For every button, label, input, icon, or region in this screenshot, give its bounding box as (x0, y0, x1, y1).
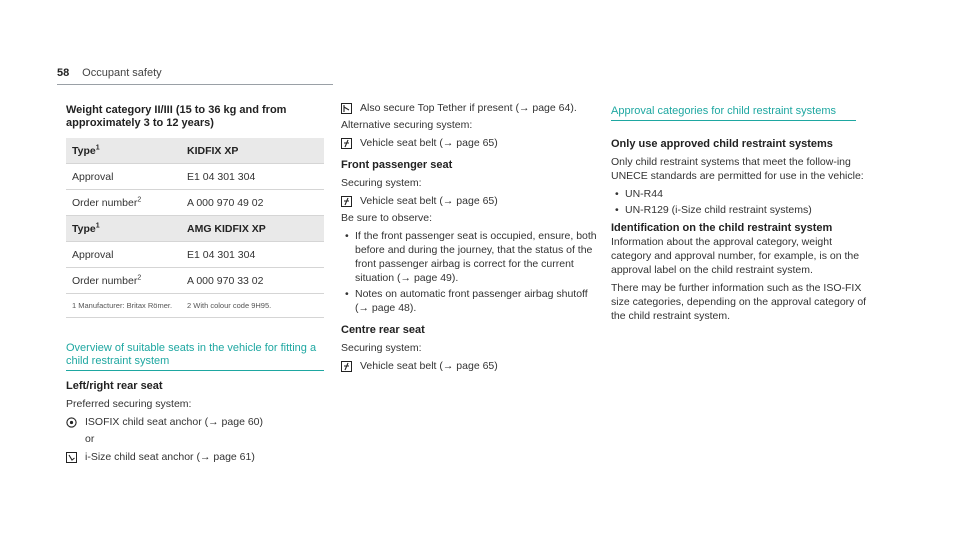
approval-value: E1 04 301 304 (181, 242, 324, 268)
table-row (66, 164, 324, 190)
list-item: • UN-R44 (611, 187, 873, 201)
order-value: A 000 970 33 02 (181, 268, 324, 294)
seat-belt-line (341, 359, 601, 373)
kidfix-xp-table (66, 138, 324, 318)
preferred-securing-text: Preferred securing system: (66, 398, 192, 410)
table-row (66, 268, 324, 294)
overview-heading: Overview of suitable seats in the vehicle for fitting a child restraint system (66, 342, 324, 371)
or-text: or (85, 433, 95, 445)
only-use-approved-heading: Only use approved child restraint systems (611, 138, 833, 150)
isize-line (66, 450, 324, 464)
type-label: Type (72, 144, 96, 157)
identification-text: Information about the approval category, weight category and approval number, for example, is on the approval label on the child restraint system. (611, 236, 860, 276)
type-label: Type (72, 222, 96, 235)
footnote-ref: 2 (137, 274, 142, 281)
top-tether-icon (341, 103, 352, 114)
securing-system-text: Securing system: (341, 342, 422, 354)
page-number: 58 (57, 67, 70, 79)
order-label: Order number (72, 196, 138, 209)
front-passenger-seat-heading: Front passenger seat (341, 159, 453, 171)
seat-belt-text[interactable]: Vehicle seat belt (→ page 65) (360, 360, 498, 372)
table-footnotes (66, 294, 324, 318)
isofix-icon (66, 417, 77, 428)
left-right-rear-seat-heading: Left/right rear seat (66, 380, 163, 392)
seat-belt-icon (341, 361, 352, 372)
table-row (66, 138, 324, 164)
approval-label: Approval (66, 164, 181, 190)
footnote-1: 1 Manufacturer: Britax Römer. (66, 294, 181, 318)
list-item[interactable]: • Notes on automatic front passenger airbag shutoff (→ page 48). (341, 287, 601, 315)
observe-list (341, 229, 601, 315)
approval-categories-heading: Approval categories for child restraint systems (611, 105, 856, 121)
header-divider (57, 84, 333, 85)
only-use-text: Only child restraint systems that meet the follow-ing UNECE standards are permitted for use in the vehicle: (611, 156, 864, 182)
order-label-cell (66, 190, 181, 216)
isize-icon (66, 452, 77, 463)
column-right (611, 104, 873, 327)
further-info-text: There may be further information such as the ISO-FIX size categories, depending on the approval category of the child restraint system. (611, 282, 867, 322)
type-value: AMG KIDFIX XP (181, 216, 324, 242)
list-item: • UN-R129 (i-Size child restraint systems) (611, 203, 873, 217)
seat-belt-text[interactable]: Vehicle seat belt (→ page 65) (360, 195, 498, 207)
isofix-line (66, 415, 324, 429)
seat-belt-line (341, 136, 601, 150)
identification-heading: Identification on the child restraint system (611, 222, 833, 234)
column-left (66, 104, 324, 467)
type-label-cell (66, 138, 181, 164)
table-row (66, 190, 324, 216)
approval-value: E1 04 301 304 (181, 164, 324, 190)
seat-belt-text[interactable]: Vehicle seat belt (→ page 65) (360, 137, 498, 149)
standards-list (611, 187, 873, 217)
column-middle (341, 104, 601, 376)
section-title: Occupant safety (82, 67, 162, 79)
table-row (66, 242, 324, 268)
footnote-ref: 1 (95, 222, 100, 229)
centre-rear-seat-heading: Centre rear seat (341, 324, 425, 336)
weight-category-heading: Weight category II/III (15 to 36 kg and from approximately 3 to 12 years) (66, 104, 287, 129)
securing-system-text: Securing system: (341, 177, 422, 189)
isize-text[interactable]: i-Size child seat anchor (→ page 61) (85, 451, 255, 463)
table-row (66, 216, 324, 242)
type-value: KIDFIX XP (181, 138, 324, 164)
footnote-ref: 2 (137, 196, 142, 203)
seat-belt-icon (341, 138, 352, 149)
top-tether-line (341, 101, 601, 115)
top-tether-text[interactable]: Also secure Top Tether if present (→ page 64). (360, 102, 577, 114)
order-label-cell (66, 268, 181, 294)
order-value: A 000 970 49 02 (181, 190, 324, 216)
seat-belt-line (341, 194, 601, 208)
footnote-ref: 1 (95, 144, 100, 151)
observe-text: Be sure to observe: (341, 212, 433, 224)
page-header (57, 66, 337, 80)
seat-belt-icon (341, 196, 352, 207)
list-item[interactable]: • If the front passenger seat is occupied, ensure, both before and during the journey, that the status of the front passenger airbag is correct for the current situation (→ page 49). (341, 229, 601, 285)
approval-label: Approval (66, 242, 181, 268)
order-label: Order number (72, 274, 138, 287)
alternative-securing-text: Alternative securing system: (341, 119, 473, 131)
footnote-2: 2 With colour code 9H95. (181, 294, 324, 318)
isofix-text[interactable]: ISOFIX child seat anchor (→ page 60) (85, 416, 264, 428)
type-label-cell (66, 216, 181, 242)
